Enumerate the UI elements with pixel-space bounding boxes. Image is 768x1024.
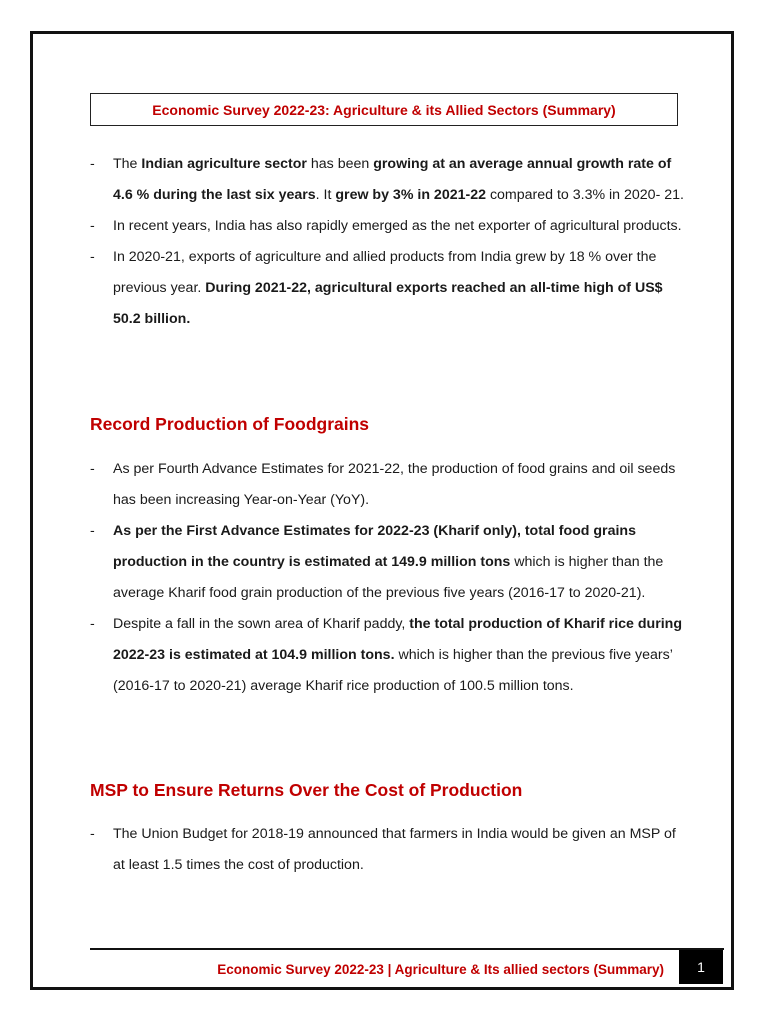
bold-run: Indian agriculture sector [141,156,307,172]
footer-rule [90,948,724,950]
foodgrains-bullet-list [90,454,690,702]
msp-bullet-list [90,819,690,881]
bold-run: the total production of Kharif rice during 2022-23 is estimated at 104.9 million tons. [113,616,682,663]
document-title-text: Economic Survey 2022-23: Agriculture & its Allied Sectors (Summary) [152,101,616,118]
section-heading-msp: MSP to Ensure Returns Over the Cost of Production [90,780,523,800]
bold-run: As per the First Advance Estimates for 2022-23 (Kharif only), total food grains production in the country is estimated at 149.9 million tons [113,523,636,570]
list-item [90,242,690,335]
list-item [90,819,690,881]
text-run: The Union Budget for 2018-19 announced that farmers in India would be given an MSP of at least 1.5 times the cost of production. [113,826,676,873]
bold-run: grew by 3% in 2021-22 [335,187,486,203]
bullet-dash: - [90,616,95,632]
list-item [90,211,690,242]
text-run: compared to 3.3% in 2020- 21. [486,187,684,203]
bullet-dash: - [90,523,95,539]
list-item [90,454,690,516]
text-run: As per Fourth Advance Estimates for 2021-22, the production of food grains and oil seeds has been increasing Year-on-Year (YoY). [113,461,676,508]
list-item [90,516,690,609]
text-run: which is higher than the average Kharif food grain production of the previous five years (2016-17 to 2020-21). [113,554,664,601]
text-run: . It [315,187,336,203]
bold-run: During 2021-22, agricultural exports reached an all-time high of US$ 50.2 billion. [113,280,663,327]
page-number: 1 [679,950,723,984]
bullet-dash: - [90,156,95,172]
text-run: In 2020-21, exports of agriculture and allied products from India grew by 18 % over the previous year. [113,249,657,296]
text-run: The [113,156,142,172]
text-run: has been [306,156,374,172]
bullet-dash: - [90,218,95,234]
bold-run: growing at an average annual growth rate of 4.6 % during the last six years [113,156,672,203]
document-title [90,93,678,126]
text-run: Despite a fall in the sown area of Kharif paddy, [113,616,410,632]
bullet-dash: - [90,461,95,477]
text-run: In recent years, India has also rapidly emerged as the net exporter of agricultural products. [113,218,682,234]
footer-text: Economic Survey 2022-23 | Agriculture & Its allied sectors (Summary) [217,962,664,977]
list-item [90,609,690,702]
bullet-dash: - [90,249,95,265]
list-item [90,149,690,211]
bullet-dash: - [90,826,95,842]
intro-bullet-list [90,149,690,335]
text-run: which is higher than the previous five years’ (2016-17 to 2020-21) average Kharif rice production of 100.5 million tons. [113,647,673,694]
section-heading-foodgrains: Record Production of Foodgrains [90,414,370,434]
